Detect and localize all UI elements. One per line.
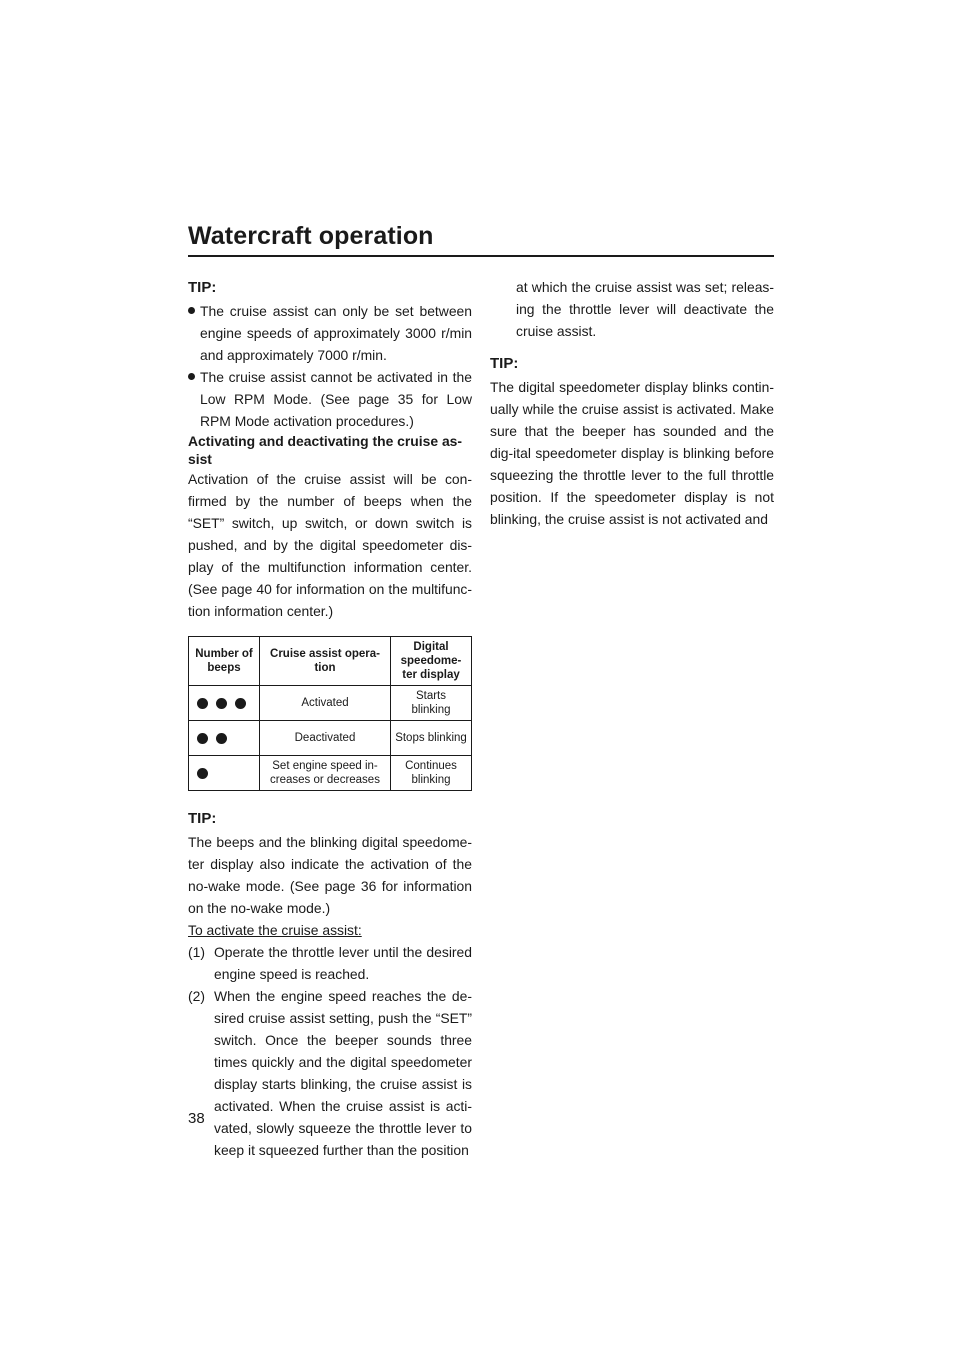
beeps-cell [189, 721, 260, 756]
procedure-step [188, 941, 472, 985]
step-number: (1) [188, 944, 205, 960]
beeps-cell [189, 756, 260, 791]
operation-cell: Deactivated [260, 721, 391, 756]
beeps-cell [189, 686, 260, 721]
tip-heading: TIP: [188, 279, 217, 296]
display-cell: Stops blinking [391, 721, 472, 756]
two-beeps-icon [193, 733, 255, 744]
left-column [188, 276, 472, 1161]
right-column [490, 276, 774, 530]
tip-bullet: The cruise assist can only be set between engine speeds of approximately 3000 r/min and approximately 7000 r/min. [188, 300, 472, 366]
display-cell: Starts blinking [391, 686, 472, 721]
title-rule [188, 255, 774, 257]
procedure-heading: To activate the cruise assist: [188, 922, 362, 938]
three-beeps-icon [193, 698, 255, 709]
tip-bullet: The cruise assist cannot be activated in the Low RPM Mode. (See page 35 for Low RPM Mode activation procedures.) [188, 366, 472, 432]
step-text: Operate the throttle lever until the desired engine speed is reached. [214, 944, 472, 982]
operation-cell: Activated [260, 686, 391, 721]
table-header: Cruise assist opera-tion [260, 637, 391, 686]
table-header: Number of beeps [189, 637, 260, 686]
step-text: When the engine speed reaches the de-sired cruise assist setting, push the “SET” switch. Once the beeper sounds three times quickly and the digital speedometer display starts blinking, the cruise assist is activated. When the cruise assist is acti-vated, slowly squeeze the throttle lever to keep it squeezed further than the position [214, 988, 472, 1158]
step-number: (2) [188, 988, 205, 1004]
tip-body: The digital speedometer display blinks contin-ually while the cruise assist is activated. Make sure that the beeper has sounded and the dig-ital speedometer display is blinking before squeezing the throttle lever to the full throttle position. If the speedometer display is not blinking, the cruise assist is not activated and [490, 379, 774, 527]
tip-body: The beeps and the blinking digital speedome-ter display also indicate the activation of the no-wake mode. (See page 36 for information on the no-wake mode.) [188, 834, 472, 916]
table-row [189, 721, 472, 756]
tip-heading: TIP: [188, 810, 217, 827]
display-cell: Continues blinking [391, 756, 472, 791]
operation-cell: Set engine speed in-creases or decreases [260, 756, 391, 791]
section-body: Activation of the cruise assist will be con-firmed by the number of beeps when the “SET” switch, up switch, or down switch is pushed, and by the digital speedometer dis-play of the multifunction information center. (See page 40 for information on the multifunc-tion information center.) [188, 471, 472, 619]
table-header: Digital speedome-ter display [391, 637, 472, 686]
table-row [189, 686, 472, 721]
beeps-table [188, 636, 472, 791]
page-title: Watercraft operation [188, 222, 434, 250]
table-header-row [189, 637, 472, 686]
procedure-step [188, 985, 472, 1161]
step-continuation: at which the cruise assist was set; releas-ing the throttle lever will deactivate the cruise assist. [516, 279, 774, 339]
table-row [189, 756, 472, 791]
tip-heading: TIP: [490, 355, 519, 372]
one-beep-icon [193, 768, 255, 779]
page-number: 38 [188, 1110, 205, 1127]
section-heading: Activating and deactivating the cruise as-sist [188, 433, 463, 467]
